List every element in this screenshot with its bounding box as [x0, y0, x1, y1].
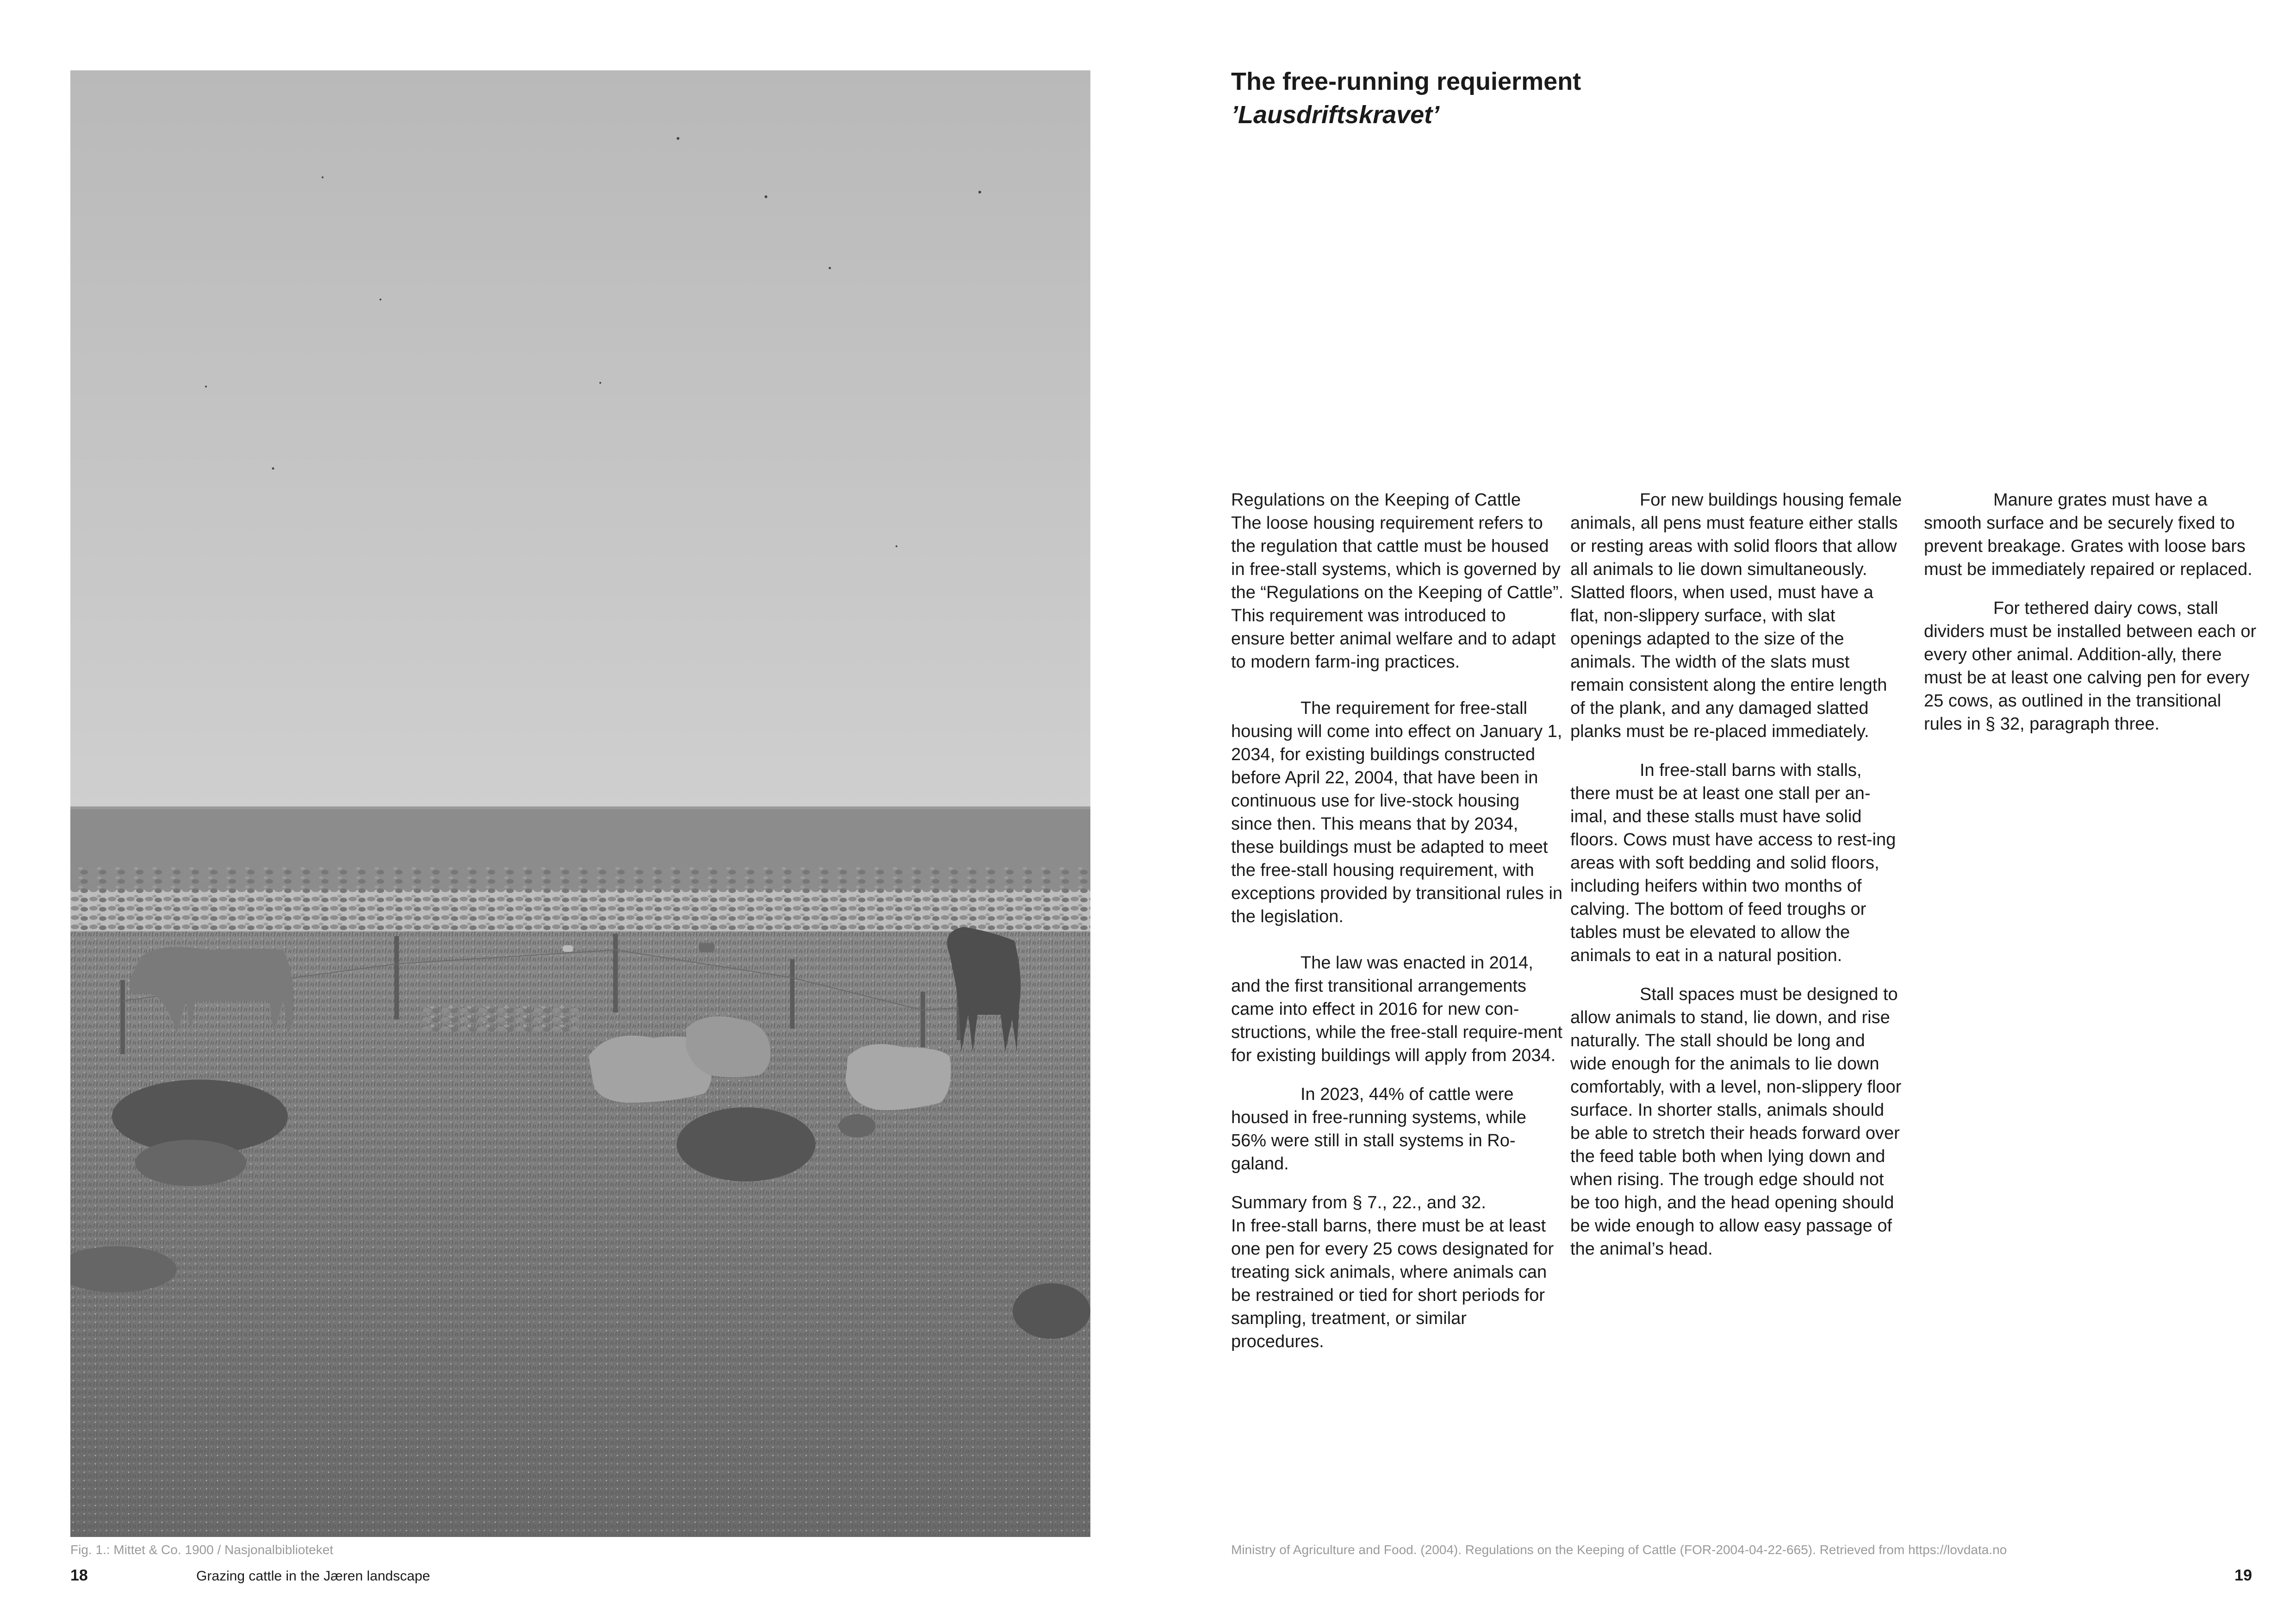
paragraph: In 2023, 44% of cattle were housed in free-running systems, while 56% were still in stall systems in Ro-galand.	[1231, 1085, 1526, 1174]
paragraph: The requirement for free-stall housing will come into effect on January 1, 2034, for existing buildings constructed before April 22, 2004, that have been in continuous use for live-stock housing since then. This means that by 2034, these buildings must be adapted to meet the free-stall housing requirement, with exceptions provided by transitional rules in the legislation.	[1231, 699, 1563, 926]
text-column-2	[1570, 488, 1904, 1261]
source-citation: Ministry of Agriculture and Food. (2004). Regulations on the Keeping of Cattle (FOR-2004-04-22-665). Retrieved from https://lovdata.no	[1231, 1543, 2007, 1557]
paragraph: Stall spaces must be designed to allow animals to stand, lie down, and rise naturally. The stall should be long and wide enough for the animals to lie down comfortably, with a level, non-slippery floor surface. In shorter stalls, animals should be able to stretch their heads forward over the feed table both when lying down and when rising. The trough edge should not be too high, and the head opening should be wide enough to allow easy passage of the animal’s head.	[1570, 985, 1902, 1259]
text-column-3	[1924, 488, 2257, 736]
cattle-photograph	[70, 70, 1090, 1537]
stony-shore	[70, 867, 1090, 941]
stone-wall	[422, 1006, 579, 1033]
figure-caption: Fig. 1.: Mittet & Co. 1900 / Nasjonalbiblioteket	[70, 1543, 334, 1557]
text-column-1	[1231, 488, 1564, 1353]
page-number-right: 19	[2234, 1567, 2252, 1584]
paragraph: The law was enacted in 2014, and the first transitional arrangements came into effect in 2016 for new con-structions, while the free-stall require-ment for existing buildings will apply from 2034.	[1231, 953, 1562, 1065]
subheading: Regulations on the Keeping of Cattle	[1231, 490, 1521, 510]
paragraph: Manure grates must have a smooth surface and be securely fixed to prevent breakage. Grates with loose bars must be immediately repaired or replaced.	[1924, 490, 2252, 579]
photo-title: Grazing cattle in the Jæren landscape	[196, 1568, 430, 1584]
page-number-left: 18	[70, 1567, 88, 1584]
paragraph: In free-stall barns with stalls, there must be at least one stall per an-imal, and these stalls must have solid floors. Cows must have access to rest-ing areas with soft bedding and solid floors, including heifers within two months of calving. The bottom of feed troughs or tables must be elevated to allow the animals to eat in a natural position.	[1570, 761, 1896, 965]
paragraph: The loose housing requirement refers to the regulation that cattle must be housed in free-stall systems, which is governed by the “Regulations on the Keeping of Cattle”. This requirement was introduced to ensure better animal welfare and to adapt to modern farm-ing practices.	[1231, 513, 1564, 672]
section-heading	[1231, 65, 2018, 131]
paragraph: In free-stall barns, there must be at least one pen for every 25 cows designated for treating sick animals, where animals can be restrained or tied for short periods for sampling, treatment, or similar procedures.	[1231, 1216, 1554, 1351]
sky	[70, 70, 1090, 811]
paragraph: For new buildings housing female animals, all pens must feature either stalls or resting areas with solid floors that allow all animals to lie down simultaneously. Slatted floors, when used, must have a flat, non-slippery surface, with slat openings adapted to the size of the animals. The width of the slats must remain consistent along the entire length of the plank, and any damaged slatted planks must be re-placed immediately.	[1570, 490, 1902, 741]
subheading: Summary from § 7., 22., and 32.	[1231, 1193, 1487, 1212]
page-subtitle: ’Lausdriftskravet’	[1231, 101, 1440, 129]
page-title: The free-running requierment	[1231, 68, 1581, 95]
rock	[677, 1107, 815, 1181]
cow	[846, 1044, 951, 1110]
paragraph: For tethered dairy cows, stall dividers must be installed between each or every other animal. Addition-ally, there must be at least one calving pen for every 25 cows, as outlined in the transitional rules in § 32, paragraph three.	[1924, 599, 2257, 734]
